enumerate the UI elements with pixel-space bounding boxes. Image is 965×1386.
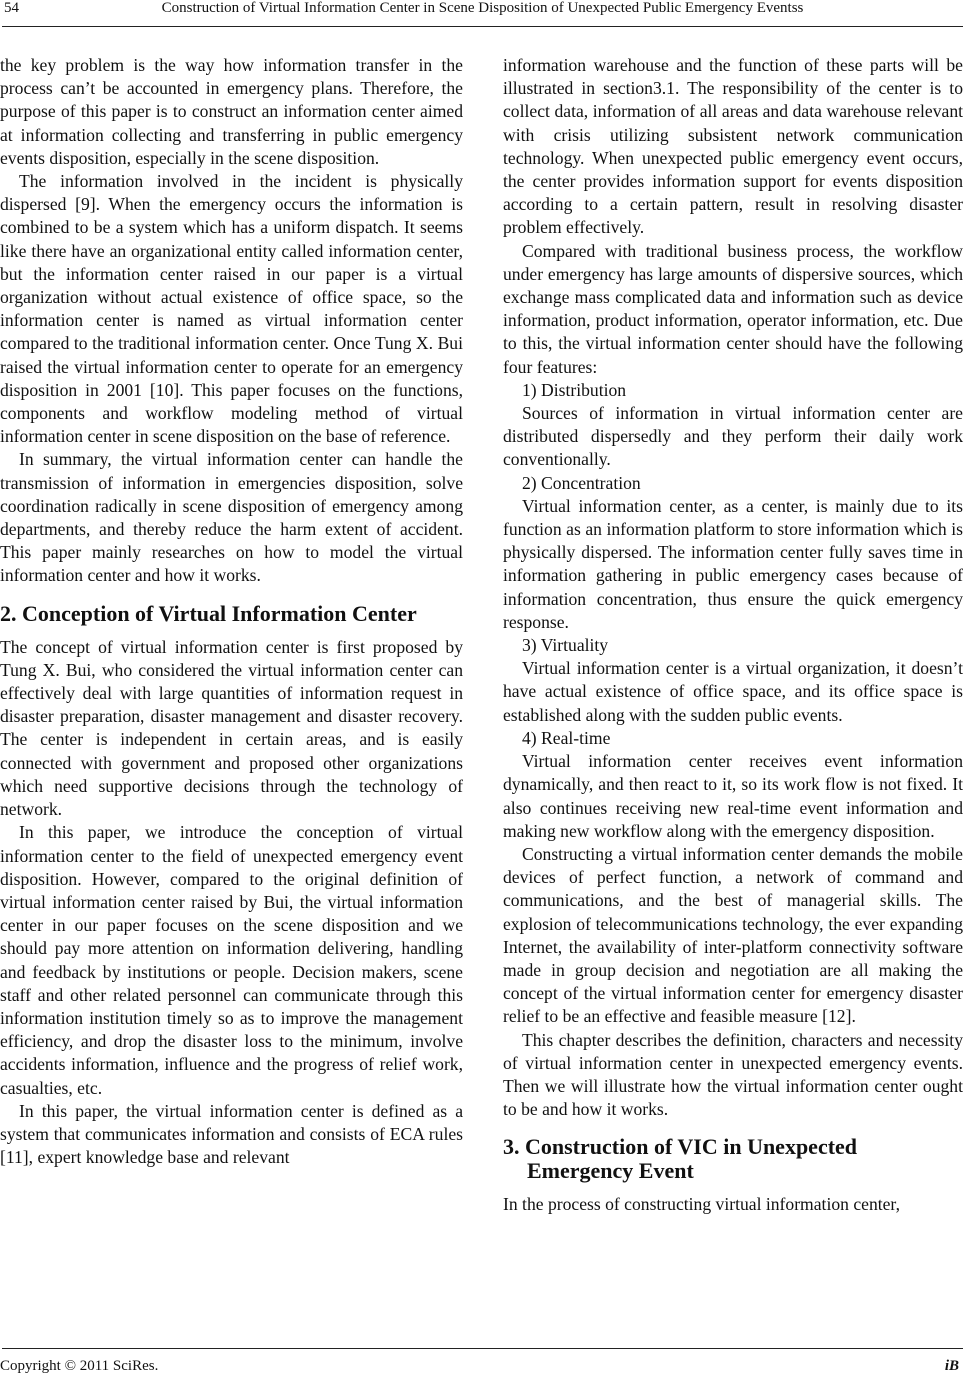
paragraph: the key problem is the way how information transfer in the process can’t be accounted in emergency plans. Therefore, the purpose of this paper is to construct an information center aimed at information collecting and transferring in public emergency events disposition, especially in the scene disposition. <box>0 55 463 168</box>
copyright-notice: Copyright © 2011 SciRes. <box>0 1358 159 1374</box>
paragraph: In summary, the virtual information center can handle the transmission of information in emergencies disposition, solve coordination radically in scene disposition of emergency among departments, and thereby reduce the harm extent of accident. This paper mainly researches on how to model the virtual information center and how it works. <box>0 449 463 586</box>
paragraph: Virtual information center, as a center, is mainly due to its function as an information platform to store information which is physically dispersed. The information center fully saves time in information gathering in public emergency cases because of information concentration, thus ensure the quick emergency response. <box>503 495 963 632</box>
footer-rule <box>2 1348 963 1349</box>
section-heading: 3. Construction of VIC in Unexpected Emergency Event <box>503 1134 858 1184</box>
paragraph: Constructing a virtual information center demands the mobile devices of perfect function, a network of command and communications, and the best of managerial skills. The explosion of telecommunications technology, the ever expanding Internet, the availability of inter-platform connectivity software made in group decision and negotiation are all making the concept of the virtual information center for emergency disaster relief to be an effective and feasible measure [12]. <box>503 843 963 1027</box>
feature-title: 3) Virtuality <box>522 635 609 656</box>
feature-title: 2) Concentration <box>522 472 641 493</box>
journal-abbreviation: iB <box>944 1358 959 1374</box>
left-column <box>0 54 463 1169</box>
feature-title: 4) Real-time <box>522 727 611 748</box>
paragraph: The information involved in the incident is physically dispersed [9]. When the emergency occurs the information is combined to be a system which has a uniform dispatch. It seems like there have an organizational entity called information center, but the information center raised in our paper is a virtual organization without actual existence of office space, so the information center is named as virtual information center compared to the traditional information center. Once Tung X. Bui raised the virtual information center to operate for an emergency disposition in 2001 [10]. This paper focuses on the functions, components and workflow modeling method of virtual information center in scene disposition on the base of reference. <box>0 171 463 447</box>
feature-title: 1) Distribution <box>522 379 627 400</box>
paragraph: Sources of information in virtual information center are distributed dispersedly and they perform their daily work conventionally. <box>503 403 963 470</box>
paragraph: Virtual information center receives event information dynamically, and then react to it, so its work flow is not fixed. It also continues receiving new real-time event information and making new workflow along with the emergency disposition. <box>503 751 963 841</box>
paragraph: In this paper, the virtual information center is defined as a system that communicates information and consists of ECA rules [11], expert knowledge base and relevant <box>0 1100 463 1168</box>
paragraph: In the process of constructing virtual information center, <box>503 1194 900 1215</box>
paragraph: Compared with traditional business process, the workflow under emergency has large amounts of dispersive sources, which exchange mass complicated data and information such as device information, product information, operator information, etc. Due to this, the virtual information center should have the following four features: <box>503 240 963 377</box>
header-rule <box>2 26 963 27</box>
page-header <box>0 0 965 34</box>
paragraph: information warehouse and the function of these parts will be illustrated in section3.1. The responsibility of the center is to collect data, information of all areas and data warehouse relevant with crisis utilizing subsistent network communication technology. When unexpected public emergency event occurs, the center provides information support for events disposition according to a certain pattern, result in resolving disaster problem effectively. <box>503 55 963 238</box>
paragraph: This chapter describes the definition, characters and necessity of virtual information center in unexpected emergency events. Then we will illustrate how the virtual information center ought to be and how it works. <box>503 1029 963 1120</box>
running-title: Construction of Virtual Information Center in Scene Disposition of Unexpected Public Emergency Eventss <box>161 0 804 16</box>
paragraph: Virtual information center is a virtual organization, it doesn’t have actual existence of office space, and its office space is established along with the sudden public events. <box>503 658 963 725</box>
paragraph: The concept of virtual information center is first proposed by Tung X. Bui, who considered the virtual information center can effectively deal with large quantities of information request in disaster preparation, disaster management and disaster recovery. The center is independent in certain areas, and is easily connected with government and proposed other organizations which need supportive decisions through the technology of network. <box>0 636 463 820</box>
section-heading: 2. Conception of Virtual Information Center <box>0 600 417 626</box>
page-footer <box>0 1348 965 1386</box>
page-number: 54 <box>4 0 19 16</box>
paragraph: In this paper, we introduce the conception of virtual information center to the field of unexpected emergency event disposition. However, compared to the original definition of virtual information center raised by Bui, the virtual information center in our paper focuses on the scene disposition and we should pay more attention on information delivering, handling and feedback by institutions or people. Decision makers, scene staff and other related personnel can communicate through this information institution timely so as to improve the management efficiency, and drop the disaster loss to the minimum, involve accidents information, influence and the progress of relief work, casualties, etc. <box>0 822 463 1098</box>
right-column <box>503 54 963 1217</box>
